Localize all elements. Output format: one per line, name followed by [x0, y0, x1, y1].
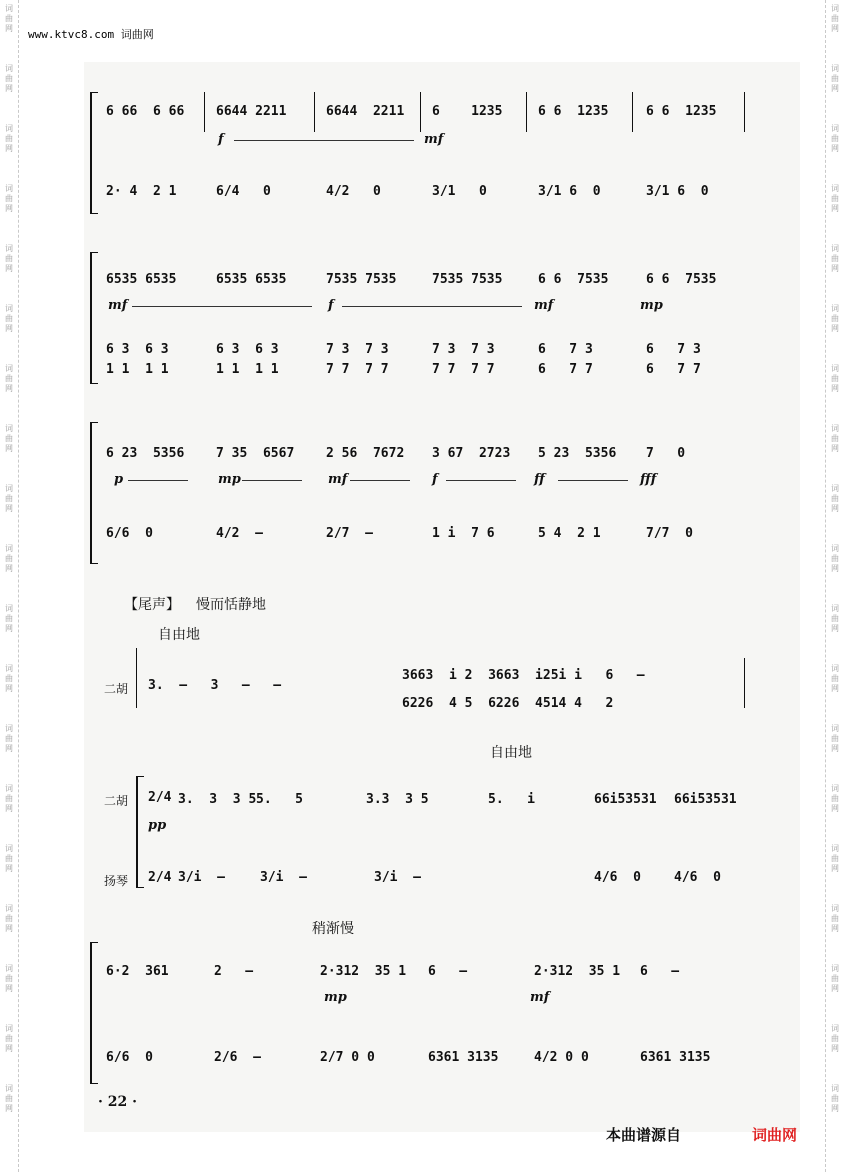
dynamic-marking: mf [108, 298, 128, 313]
dynamic-marking: f [218, 132, 224, 147]
watermark: 词曲网 [5, 544, 13, 573]
watermark: 词曲网 [831, 304, 839, 333]
free-tempo-marking: 自由地 [490, 745, 532, 761]
measure: 6 6 7535 [646, 272, 717, 287]
crescendo-line [242, 480, 302, 481]
watermark: 词曲网 [831, 604, 839, 633]
watermark: 词曲网 [831, 904, 839, 933]
measure: 7535 7535 [326, 272, 397, 287]
measure: 6/6 0 [106, 1050, 153, 1065]
measure: 6/4 0 [216, 184, 271, 199]
watermark: 词曲网 [831, 664, 839, 693]
dynamic-marking: mp [640, 298, 663, 313]
crescendo-line [446, 480, 516, 481]
watermark: 词曲网 [5, 484, 13, 513]
phrase: 3663 i 2 3663 i25i i 6 – [402, 668, 645, 683]
watermark: 词曲网 [831, 484, 839, 513]
score-system-3 [84, 402, 800, 572]
measure: 6361 3135 [640, 1050, 711, 1065]
measure: 6 1235 [432, 104, 503, 119]
measure: 4/2 – [216, 526, 263, 541]
crescendo-line [350, 480, 410, 481]
measure: 66i53531 [594, 792, 657, 807]
measure: 3/1 0 [432, 184, 487, 199]
measure: 6 7 3 [646, 342, 701, 357]
dynamic-marking: pp [148, 818, 167, 833]
left-watermark-strip [0, 0, 19, 1172]
sustained-note: 3. – 3 – – [148, 678, 282, 693]
dynamic-marking: f [432, 472, 438, 487]
measure: 6535 6535 [216, 272, 287, 287]
instrument-label-erhu: 二胡 [104, 794, 129, 808]
measure: 6361 3135 [428, 1050, 499, 1065]
dynamic-marking: mf [424, 132, 444, 147]
footer-source-text: 本曲谱源自 [606, 1126, 682, 1144]
page-number: · 22 · [98, 1094, 137, 1110]
dynamic-marking: mf [328, 472, 348, 487]
score-system-6 [84, 918, 800, 1088]
measure: 6 7 7 [538, 362, 593, 377]
watermark: 词曲网 [5, 4, 13, 33]
barline [204, 92, 205, 132]
decrescendo-line [342, 306, 522, 307]
watermark: 词曲网 [831, 1024, 839, 1053]
measure: 2·312 35 1 [534, 964, 621, 979]
measure: 6 6 1235 [538, 104, 609, 119]
measure: 3. 3 3 5 [178, 792, 257, 807]
barline [526, 92, 527, 132]
watermark: 词曲网 [5, 844, 13, 873]
measure: 6535 6535 [106, 272, 177, 287]
watermark: 词曲网 [831, 4, 839, 33]
watermark: 词曲网 [5, 184, 13, 213]
barline [744, 92, 745, 132]
watermark: 词曲网 [831, 544, 839, 573]
watermark: 词曲网 [5, 1084, 13, 1113]
dynamic-marking: mp [324, 990, 347, 1005]
measure: 2 – [214, 964, 254, 979]
measure: 5. i [488, 792, 535, 807]
measure: 5. 5 [256, 792, 303, 807]
watermark: 词曲网 [5, 904, 13, 933]
phrase: 6226 4 5 6226 4514 4 2 [402, 696, 614, 711]
measure: 3/i – [260, 870, 307, 885]
measure: 4/6 0 [674, 870, 721, 885]
instrument-label-yangqin: 扬琴 [104, 874, 129, 888]
measure: 7 7 7 7 [326, 362, 389, 377]
footer-brand-link[interactable]: 词曲网 [752, 1126, 798, 1144]
measure: 6 7 3 [538, 342, 593, 357]
watermark: 词曲网 [5, 424, 13, 453]
measure: 4/2 0 0 [534, 1050, 589, 1065]
barline [744, 658, 745, 708]
measure: 6644 2211 [326, 104, 405, 119]
barline [420, 92, 421, 132]
measure: 5 23 5356 [538, 446, 617, 461]
dynamic-marking: f [328, 298, 334, 313]
watermark: 词曲网 [5, 1024, 13, 1053]
score-system-4 [84, 618, 800, 714]
measure: 6·2 361 [106, 964, 169, 979]
score-sheet [84, 62, 800, 1132]
measure: 2/6 – [214, 1050, 261, 1065]
measure: 7 3 7 3 [432, 342, 495, 357]
watermark: 词曲网 [5, 784, 13, 813]
barline [136, 648, 137, 708]
watermark: 词曲网 [831, 364, 839, 393]
measure: 4/2 0 [326, 184, 381, 199]
section-label: 【尾声】 [124, 597, 180, 613]
measure: 6 3 6 3 [216, 342, 279, 357]
measure: 6 – [428, 964, 468, 979]
watermark: 词曲网 [5, 964, 13, 993]
measure: 4/6 0 [594, 870, 641, 885]
watermark: 词曲网 [5, 664, 13, 693]
watermark: 词曲网 [831, 424, 839, 453]
free-tempo-marking: 自由地 [158, 627, 200, 643]
measure: 1 1 1 1 [106, 362, 169, 377]
crescendo-line [558, 480, 628, 481]
measure: 6 66 6 66 [106, 104, 185, 119]
watermark: 词曲网 [831, 64, 839, 93]
tempo-change-marking: 稍渐慢 [312, 921, 354, 937]
barline [314, 92, 315, 132]
watermark: 词曲网 [831, 844, 839, 873]
measure: 7 3 7 3 [326, 342, 389, 357]
score-system-2 [84, 232, 800, 392]
watermark: 词曲网 [831, 124, 839, 153]
watermark: 词曲网 [5, 244, 13, 273]
dynamic-marking: mf [534, 298, 554, 313]
measure: 2/7 0 0 [320, 1050, 375, 1065]
measure: 3/i – [178, 870, 225, 885]
right-watermark-strip [825, 0, 844, 1172]
system-brace [90, 92, 98, 214]
dynamic-marking: mp [218, 472, 241, 487]
crescendo-line [128, 480, 188, 481]
dynamic-marking: ff [534, 472, 545, 487]
watermark: 词曲网 [5, 304, 13, 333]
system-brace [90, 252, 98, 384]
watermark: 词曲网 [831, 1084, 839, 1113]
measure: 5 4 2 1 [538, 526, 601, 541]
instrument-label-erhu: 二胡 [104, 682, 129, 696]
watermark: 词曲网 [831, 784, 839, 813]
measure: 2 56 7672 [326, 446, 405, 461]
watermark: 词曲网 [5, 64, 13, 93]
measure: 6 – [640, 964, 680, 979]
score-system-1 [84, 62, 800, 222]
measure: 3.3 3 5 [366, 792, 429, 807]
crescendo-line [234, 140, 414, 141]
system-brace [90, 422, 98, 564]
system-brace [136, 776, 144, 888]
measure: 7 0 [646, 446, 686, 461]
watermark: 词曲网 [831, 964, 839, 993]
measure: 6 6 7535 [538, 272, 609, 287]
measure: 7 7 7 7 [432, 362, 495, 377]
measure: 2·312 35 1 [320, 964, 407, 979]
watermark: 词曲网 [5, 364, 13, 393]
measure: 3/i – [374, 870, 421, 885]
measure: 1 i 7 6 [432, 526, 495, 541]
barline [632, 92, 633, 132]
measure: 3 67 2723 [432, 446, 511, 461]
decrescendo-line [132, 306, 312, 307]
score-system-5 [84, 742, 800, 922]
measure: 7535 7535 [432, 272, 503, 287]
measure: 66i53531 [674, 792, 737, 807]
measure: 6 23 5356 [106, 446, 185, 461]
measure: 6 6 1235 [646, 104, 717, 119]
dynamic-marking: mf [530, 990, 550, 1005]
watermark: 词曲网 [5, 724, 13, 753]
dynamic-marking: p [114, 472, 124, 487]
measure: 2· 4 2 1 [106, 184, 177, 199]
measure: 3/1 6 0 [538, 184, 601, 199]
system-brace [90, 942, 98, 1084]
site-url[interactable]: www.ktvc8.com 词曲网 [28, 28, 154, 41]
watermark: 词曲网 [831, 184, 839, 213]
measure: 6/6 0 [106, 526, 153, 541]
measure: 6 7 7 [646, 362, 701, 377]
watermark: 词曲网 [5, 124, 13, 153]
measure: 7 35 6567 [216, 446, 295, 461]
measure: 6 3 6 3 [106, 342, 169, 357]
tempo-marking: 慢而恬静地 [196, 597, 266, 613]
watermark: 词曲网 [831, 244, 839, 273]
watermark: 词曲网 [831, 724, 839, 753]
dynamic-marking: fff [640, 472, 657, 487]
measure: 3/1 6 0 [646, 184, 709, 199]
watermark: 词曲网 [5, 604, 13, 633]
measure: 2/7 – [326, 526, 373, 541]
time-signature: 2/4 [148, 790, 172, 805]
measure: 1 1 1 1 [216, 362, 279, 377]
measure: 6644 2211 [216, 104, 287, 119]
measure: 7/7 0 [646, 526, 693, 541]
time-signature: 2/4 [148, 870, 172, 885]
